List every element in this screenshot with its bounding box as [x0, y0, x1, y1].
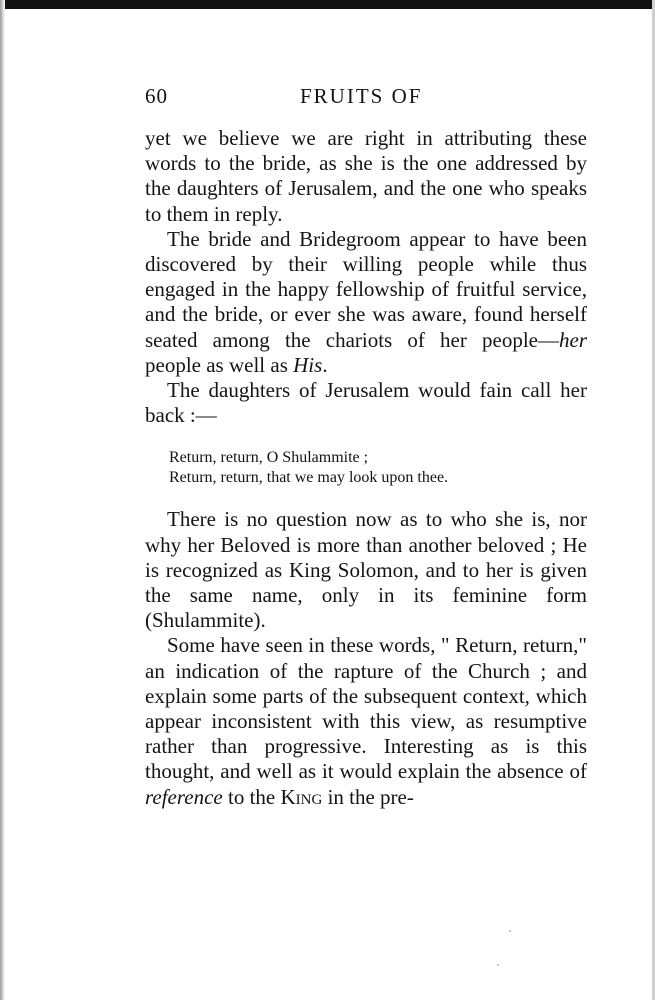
- page-body: [145, 126, 587, 810]
- paragraph-4: There is no question now as to who she is, nor why her Beloved is more than another beloved ; He is recognized as King Solomon, and to her is given the same name, only in its feminine form (Shulammite).: [145, 507, 587, 633]
- paragraph-5: [145, 633, 587, 809]
- emphasis-reference: reference: [145, 784, 223, 809]
- paragraph-2-text-c: .: [322, 352, 328, 377]
- paragraph-5-text-c: in the pre-: [322, 784, 414, 809]
- running-head: FRUITS OF: [300, 84, 423, 108]
- emphasis-his: His: [293, 352, 323, 377]
- paragraph-5-text-b: to the: [222, 784, 281, 809]
- paragraph-2-text-b: people as well as: [145, 352, 294, 377]
- page-left-edge: [0, 0, 5, 1000]
- quote-line-1: Return, return, O Shulammite ;: [169, 449, 369, 467]
- paragraph-2: [145, 227, 587, 378]
- page-number: 60: [145, 84, 168, 108]
- emphasis-her: her: [559, 327, 587, 352]
- quote-line-2: Return, return, that we may look upon thee.: [169, 468, 449, 486]
- paragraph-5-text-a: Some have seen in these words, " Return, return," an indication of the rapture of the Church ; and explain some parts of the subsequent context, which appear inconsistent with this view, as resumptive rather than progressive. Interesting as is this thought, and well as it would explain the absence of: [145, 633, 587, 784]
- paper-speck: [497, 964, 499, 966]
- block-quote: [169, 448, 587, 487]
- paper-speck: [509, 930, 511, 932]
- paragraph-3: The daughters of Jerusalem would fain call her back :—: [145, 378, 587, 428]
- paragraph-1: yet we believe we are right in attributing these words to the bride, as she is the one addressed by the daughters of Jerusalem, and the one who speaks to them in reply.: [145, 126, 587, 226]
- page-top-edge: [0, 0, 655, 9]
- page-header: [145, 84, 587, 114]
- small-caps-king: King: [280, 784, 323, 809]
- paragraph-2-text-a: The bride and Bridegroom appear to have been discovered by their willing people while thus engaged in the happy fellowship of fruitful service, and the bride, or ever she was aware, found herself seated among the chariots of her people—: [145, 226, 587, 352]
